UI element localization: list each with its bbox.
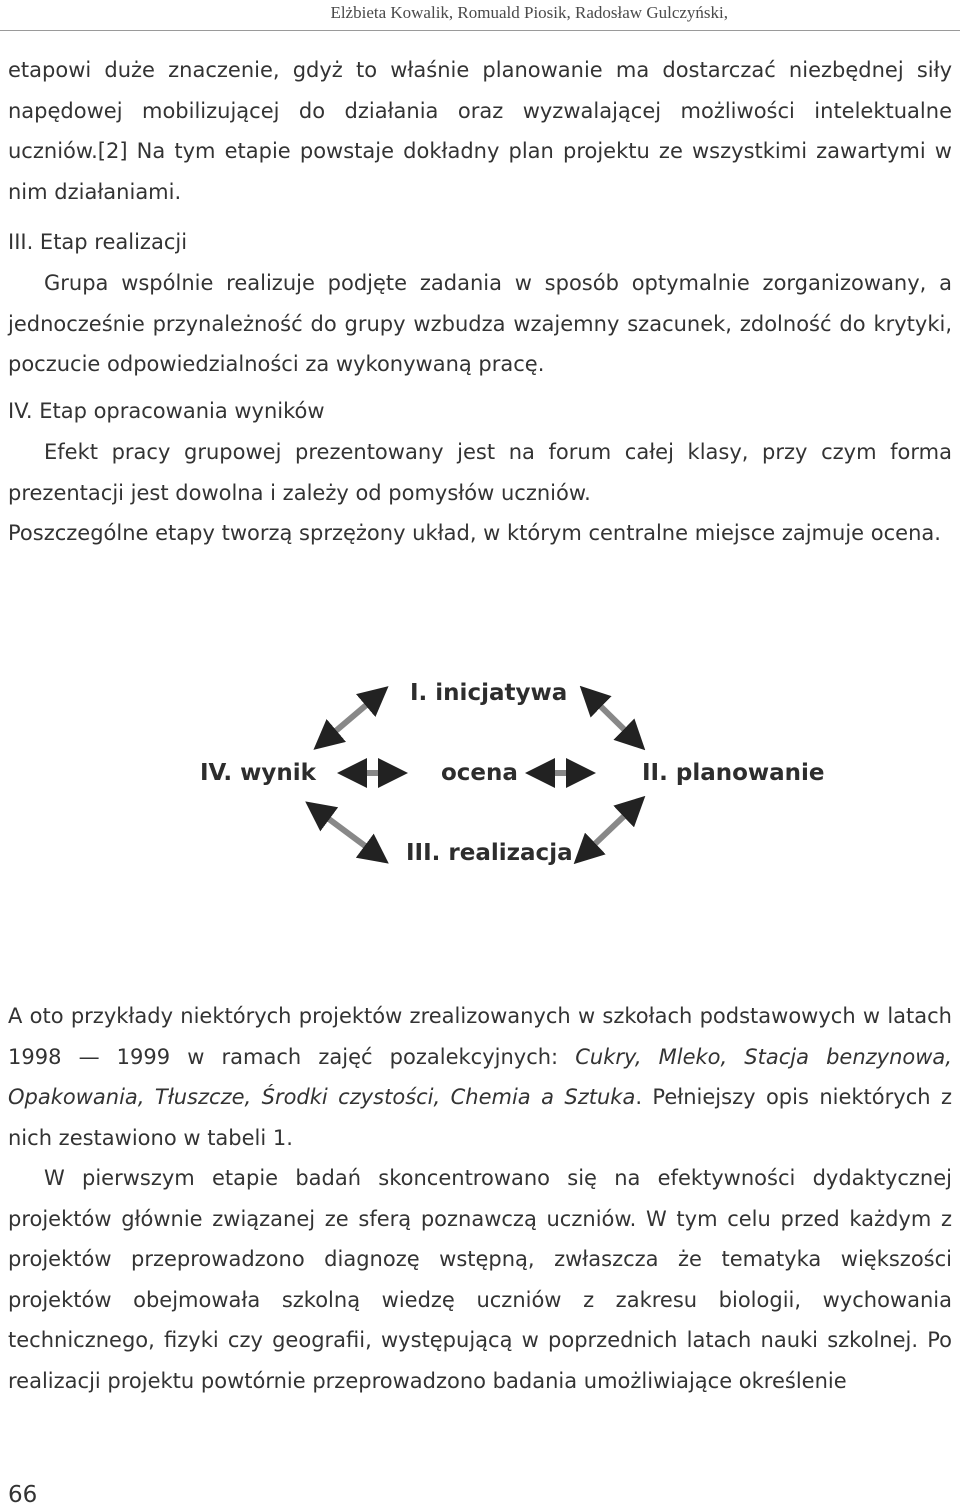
- arrow-realizacja-planowanie: [578, 800, 641, 860]
- running-header: [0, 0, 960, 31]
- paragraph-stage-4: Efekt pracy grupowej prezentowany jest na forum całej klasy, przy czym forma prezentacji jest dowolna i zależy od pomysłów uczniów.: [8, 440, 952, 505]
- stages-cycle-diagram: [0, 660, 960, 880]
- examples-intro: A oto przykłady niektórych projektów zrealizowanych w szkołach podstawowych w latach 1998 — 1999 w ramach zajęć pozalekcyjnych:: [8, 1004, 952, 1069]
- node-result: IV. wynik: [200, 760, 316, 786]
- arrow-wynik-inicjatywa: [318, 690, 384, 746]
- heading-stage-3: III. Etap realizacji: [8, 230, 188, 254]
- paragraph-research: W pierwszym etapie badań skoncentrowano się na efektywności dydaktycznej projektów głównie związanej ze sferą poznawczą uczniów. W tym celu przed każdym z projektów przeprowadzono diagnozę wstępną, zwłaszcza że tematyka większości projektów obejmowała szkolną wiedzę uczniów z zakresu biologii, wychowania technicznego, fizyki czy geografii, występującą w poprzednich latach nauki szkolnej. Po realizacji projektu powtórnie przeprowadzono badania umożliwiające określenie: [8, 1166, 952, 1393]
- node-realization: III. realizacja: [406, 840, 573, 866]
- paragraph-planning: etapowi duże znaczenie, gdyż to właśnie planowanie ma dostarczać niezbędnej siły napędowej mobilizującej do działania oraz wyzwalającej możliwości intelektualne uczniów.[2] Na tym etapie powstaje dokładny plan projektu ze wszystkimi zawartymi w nim działaniami.: [8, 58, 952, 204]
- header-authors: Elżbieta Kowalik, Romuald Piosik, Radosław Gulczyński,: [330, 3, 728, 22]
- page-number: 66: [8, 1482, 38, 1508]
- node-assessment: ocena: [441, 760, 518, 786]
- examples-project-list: Cukry, Mleko, Stacja benzynowa, Opakowania, Tłuszcze, Środki czystości, Chemia a Sztuka: [8, 1044, 952, 1109]
- heading-stage-4: IV. Etap opracowania wyników: [8, 399, 325, 423]
- paragraph-project-examples: [8, 996, 952, 1158]
- examples-outro: . Pełniejszy opis niektórych z nich zestawiono w tabeli 1.: [8, 1085, 952, 1150]
- paragraph-summary: Poszczególne etapy tworzą sprzężony układ, w którym centralne miejsce zajmuje ocena.: [8, 521, 941, 545]
- paragraph-stage-3: Grupa wspólnie realizuje podjęte zadania w sposób optymalnie zorganizowany, a jednocześnie przynależność do grupy wzbudza wzajemny szacunek, zdolność do krytyki, poczucie odpowiedzialności za wykonywaną pracę.: [8, 271, 952, 376]
- arrow-inicjatywa-planowanie: [584, 690, 641, 746]
- node-planning: II. planowanie: [642, 760, 825, 786]
- arrow-wynik-realizacja: [310, 805, 384, 860]
- node-initiative: I. inicjatywa: [410, 680, 568, 706]
